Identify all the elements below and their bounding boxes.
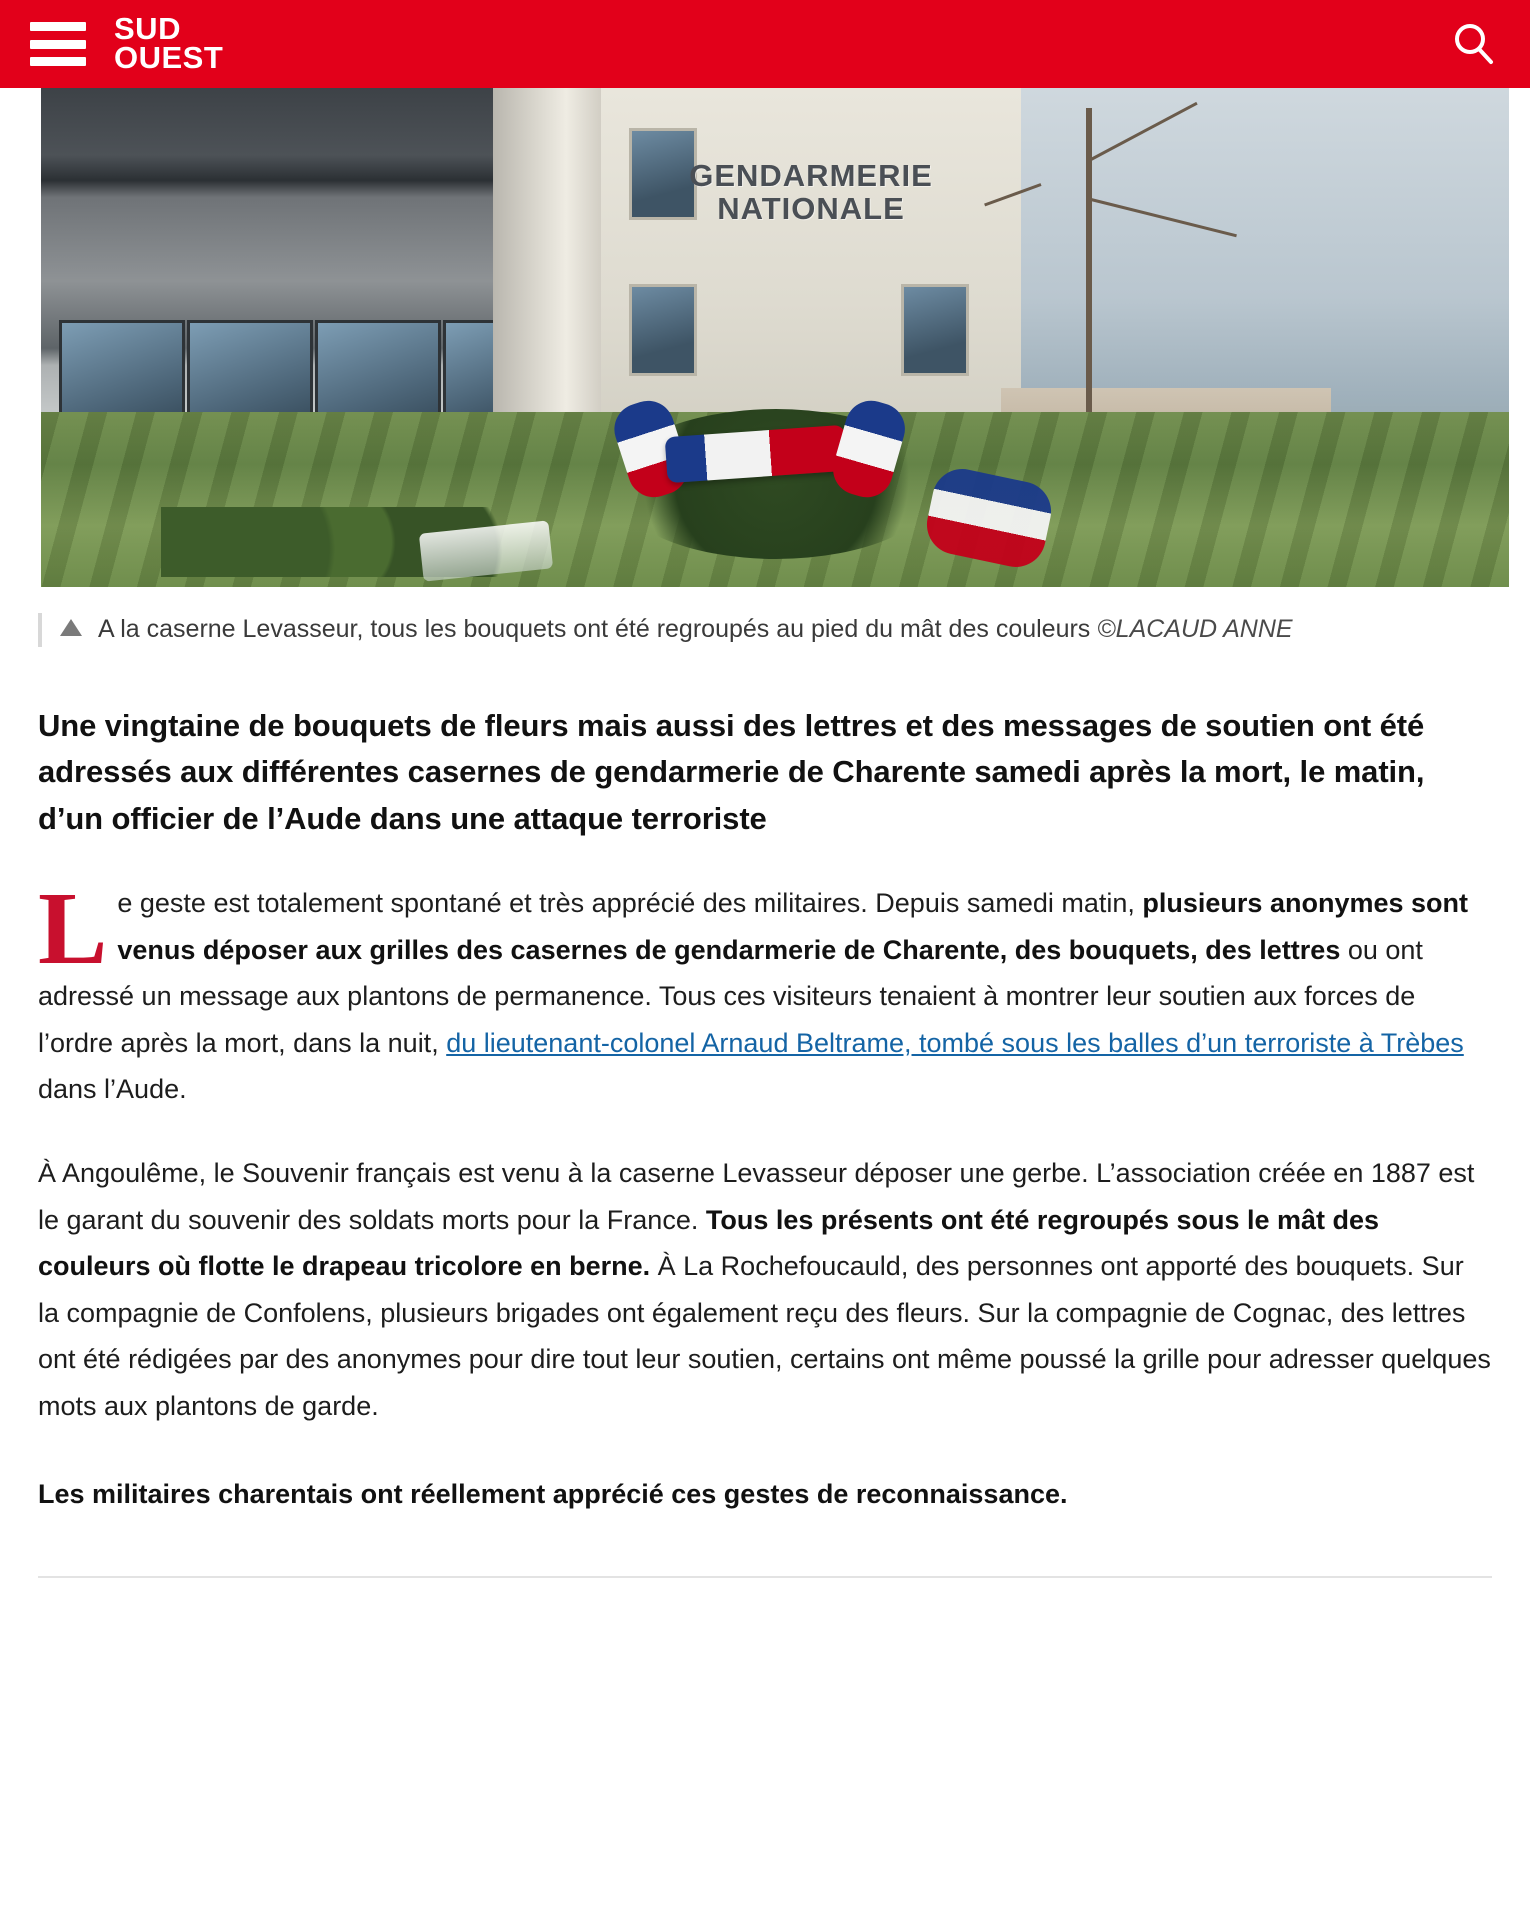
logo-line-2: OUEST [114,40,224,75]
hero-window [629,284,697,376]
paragraph-1-part-3: dans l’Aude. [38,1074,187,1104]
hamburger-bar [30,57,86,66]
paragraph-1-bold-1: plusieurs anonymes sont venus déposer aux grilles des casernes de gendarmerie de Charente, des bouquets, des lettres [117,888,1468,965]
site-header [0,0,1530,88]
caption-text-wrap [98,613,1293,647]
caption-text: A la caserne Levasseur, tous les bouquets ont été regroupés au pied du mât des couleurs [98,615,1098,643]
hero-window [901,284,969,376]
hero-image-wrap [0,88,1530,587]
logo-line-1: SUD [114,11,181,47]
hamburger-bar [30,22,86,31]
hero-image [41,88,1509,587]
article-kicker: Les militaires charentais ont réellement apprécié ces gestes de reconnaissance. [38,1479,1068,1510]
image-caption [38,613,1500,647]
article-paragraph-2 [38,1150,1492,1429]
sign-line-2: NATIONALE [717,190,905,226]
hamburger-menu-icon[interactable] [30,22,86,66]
hamburger-bar [30,40,86,49]
hero-tricolor-wreath [611,409,941,559]
hero-building-sign [681,160,941,226]
paragraph-2-part-2: À La Rochefoucauld, des personnes ont apporté des bouquets. Sur la compagnie de Confolens, plusieurs brigades ont également reçu des fleurs. Sur la compagnie de Cognac, des lettres ont été rédigées par des anonymes pour dire tout leur soutien, certains ont même poussé la grille pour adresser quelques mots aux plantons de garde. [38,1251,1491,1421]
paragraph-1-part-2: ou ont adressé un message aux plantons de permanence. Tous ces visiteurs tenaient à montrer leur soutien aux forces de l’ordre après la mort, dans la nuit, [38,934,1423,1058]
caption-credit: ©LACAUD ANNE [1097,615,1293,643]
wreath-ribbon [665,425,848,483]
article-inline-link[interactable]: du lieutenant-colonel Arnaud Beltrame, tombé sous les balles d’un terroriste à Trèbes [446,1027,1464,1058]
paragraph-2-bold-1: Tous les présents ont été regroupés sous le mât des couleurs où flotte le drapeau tricolore en berne. [38,1204,1380,1282]
paragraph-1-part-1: e geste est totalement spontané et très apprécié des militaires. Depuis samedi matin, [117,888,1143,919]
site-logo[interactable] [114,11,224,75]
section-divider [38,1576,1492,1578]
paragraph-2-part-1: À Angoulême, le Souvenir français est venu à la caserne Levasseur déposer une gerbe. L’association créée en 1887 est le garant du souvenir des soldats morts pour la France. [38,1158,1475,1235]
search-icon[interactable] [1446,17,1500,71]
caption-triangle-icon [60,619,82,636]
sign-line-1: GENDARMERIE [689,158,933,193]
drop-cap: L [38,871,108,987]
article-paragraph-1 [38,871,1492,1112]
article-body [0,703,1530,1517]
article-standfirst: Une vingtaine de bouquets de fleurs mais aussi des lettres et des messages de soutien ont été adressés aux différentes casernes de gendarmerie de Charente samedi après la mort, le matin, d’un officier de l’Aude dans une attaque terroriste [38,707,1425,836]
